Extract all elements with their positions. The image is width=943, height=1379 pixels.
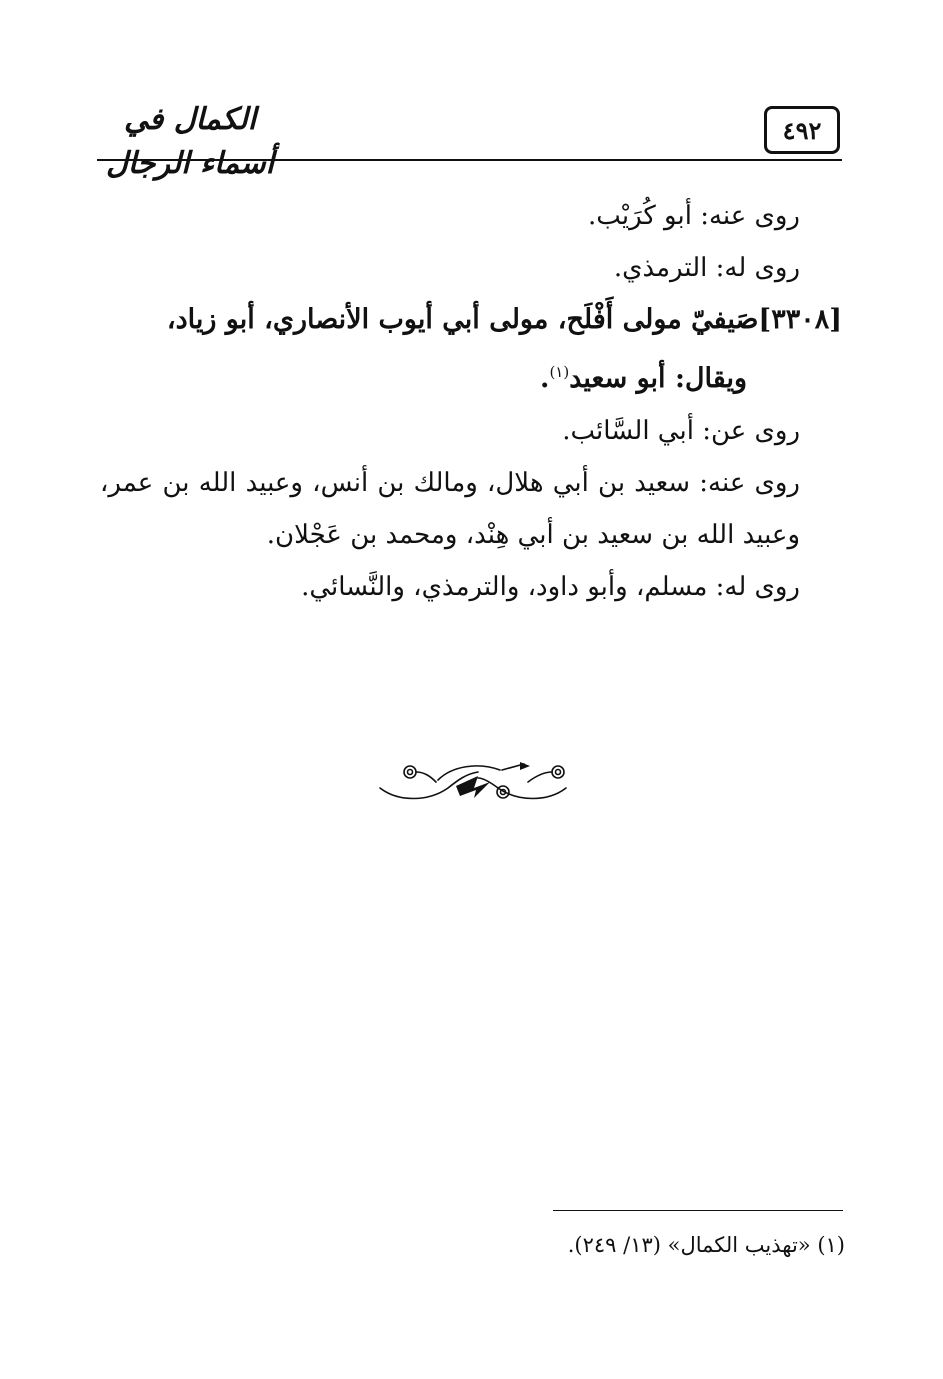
page-number: ٤٩٢ [764,106,840,154]
entry-alias-label: ويقال: [674,363,747,394]
narrated-from-line: روى عن: أبي السَّائب. [562,416,800,446]
entry-number: [٣٣٠٨] [758,304,842,335]
footnote-divider [553,1210,843,1211]
footnote-ref: (١) [549,363,570,381]
entry-heading-continued [100,346,842,405]
narrated-by-line: روى عنه: أبو كُرَيْب. [588,201,800,231]
entry-alias-name: أبو سعيد [569,363,666,394]
ornament-divider [378,758,568,806]
header-divider [97,159,842,161]
entry-heading [100,294,842,346]
narrated-by-paragraph: روى عنه: سعيد بن أبي هلال، ومالك بن أنس، وعبيد الله بن عمر، وعبيد الله بن سعيد بن أبي هِنْد، ومحمد بن عَجْلان. [100,468,800,550]
entry-title: صَيفيّ مولى أَفْلَح، مولى أبي أيوب الأنصاري، أبو زياد، [166,304,759,335]
running-title: الكمال في أسماء الرجال [105,102,275,181]
entry-alias-end: . [540,363,550,394]
footnote: (١) «تهذيب الكمال» (١٣/ ٢٤٩). [567,1233,845,1257]
narrated-for-line: روى له: الترمذي. [613,253,800,283]
main-text [100,190,842,613]
narrated-for-paragraph: روى له: مسلم، وأبو داود، والترمذي، والنَّسائي. [301,572,800,602]
